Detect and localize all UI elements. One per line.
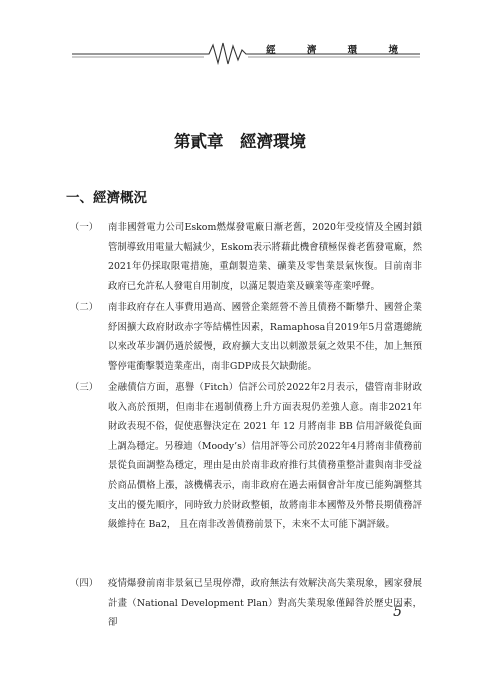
paragraph-number: （四） <box>70 578 99 589</box>
paragraph-text: 金融債信方面，惠譽（Fitch）信評公司於2022年2月表示，儘管南非財政收入高於預期，但南非在遏制債務上升方面表現仍差強人意。南非2021年財政表現不俗，促使惠譽決定在 2021 年 12 月將南非 BB 信用評級從負面上調為穩定。另穆迪（Moody’s）信用評等公司於2022年4月將南非債務前景從負面調整為穩定，理由是由於南非政府推行其債務重整計畫與南非受益於商品價格上漲，該機構表示，南非政府在過去兩個會計年度已能夠調整其支出的優先順序，同時致力於財政整頓，故將南非本國幣及外幣長期債務評級維持在 Ba2， 且在南非改善債務前景下，未來不太可能下調評級。 <box>108 382 422 531</box>
paragraph-text: 南非國營電力公司Eskom燃煤發電廠日漸老舊，2020年受疫情及全國封鎖管制導致用電量大幅減少，Eskom表示將藉此機會積極保養老舊發電廠，然2021年仍採取限電措施，重創製造業、礦業及零售業景氣恢復。目前南非政府已允許私人發電自用制度，以滿足製造業及礦業等產業呼聲。 <box>108 222 422 292</box>
paragraph-text: 南非政府存在人事費用過高、國營企業經營不善且債務不斷攀升、國營企業紓困擴大政府財政赤字等結構性因素，Ramaphosa自2019年5月當選總統以來改革步調仍過於緩慢，政府擴大支出以刺激景氣之效果不佳，加上無預警停電衝擊製造業產出，南非GDP成長欠缺動能。 <box>108 302 422 372</box>
paragraph-1 <box>70 218 422 296</box>
section-title: 一、經濟概況 <box>66 190 147 206</box>
paragraph-text: 疫情爆發前南非景氣已呈現停滯，政府無法有效解決高失業現象，國家發展計畫（National Development Plan）對高失業現象僅歸咎於歷史因素，卻 <box>108 578 422 629</box>
paragraph-4 <box>70 574 422 633</box>
paragraph-number: （三） <box>70 382 99 393</box>
paragraph-3 <box>70 378 422 535</box>
paragraph-number: （一） <box>70 222 99 233</box>
paragraph-2 <box>70 298 422 376</box>
header-title: 經 濟 環 境 <box>266 45 412 56</box>
running-header <box>72 40 420 68</box>
paragraph-number: （二） <box>70 302 99 313</box>
chapter-title: 第貳章 經濟環境 <box>174 132 306 151</box>
page-number: 5 <box>393 604 402 620</box>
